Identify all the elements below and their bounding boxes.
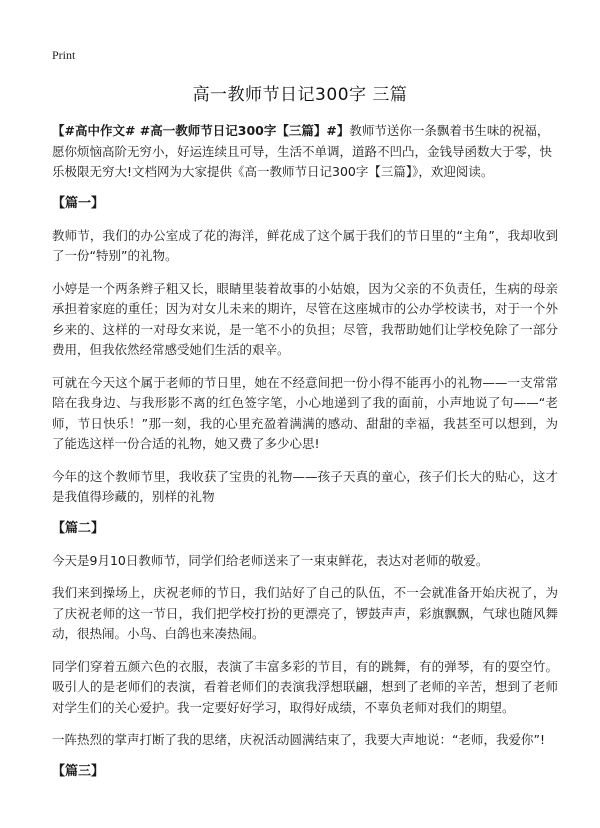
section-3 xyxy=(52,763,558,781)
paragraph: 我们来到操场上，庆祝老师的节日，我们站好了自己的队伍，不一会就准备开始庆祝了，为了庆祝老师的这一节日，我们把学校打扮的更漂亮了，锣鼓声声，彩旗飘飘，气球也随风舞动，很热闹。小鸟、白鸽也来凑热闹。 xyxy=(52,585,558,641)
document-title: 高一教师节日记300字 三篇 xyxy=(192,85,408,105)
intro-text: 教师节送你一条飘着书生味的祝福，愿你烦恼高阶无穷小，好运连续且可导，生活不单调，道路不凹凸，金钱导函数大于零，快乐极限无穷大!文档网为大家提供《高一教师节日记300字【三篇】》，欢迎阅读。 xyxy=(52,123,553,179)
intro-tag: 【#高中作文# #高一教师节日记300字【三篇】#】 xyxy=(52,123,350,138)
paragraph: 教师节，我们的办公室成了花的海洋，鲜花成了这个属于我们的节日里的“主角”，我却收到了一份“特别”的礼物。 xyxy=(52,227,558,263)
section-heading: 【篇三】 xyxy=(52,763,105,779)
paragraph: 小婷是一个两条辫子粗又长，眼睛里装着故事的小姑娘，因为父亲的不负责任，生病的母亲承担着家庭的重任；因为对女儿未来的期许，尽管在这座城市的公办学校读书，对于一个外乡来的、这样的一对母女来说，是一笔不小的负担；尽管，我帮助她们让学校免除了一部分费用，但我依然经常感受她们生活的艰辛。 xyxy=(52,280,558,357)
paragraph: 同学们穿着五颜六色的衣服，表演了丰富多彩的节目，有的跳舞，有的弹琴，有的耍空竹。吸引人的是老师们的表演，看着老师们的表演我浮想联翩，想到了老师的辛苦，想到了老师对学生们的关心爱护。我一定要好好学习，取得好成绩，不辜负老师对我们的期望。 xyxy=(52,658,558,715)
section-heading: 【篇二】 xyxy=(52,520,105,536)
paragraph: 可就在今天这个属于老师的节日里，她在不经意间把一份小得不能再小的礼物——一支常常陪在我身边、与我形影不离的红色签字笔，小心地递到了我的面前，小声地说了句——“老师，节日快乐！”那一刻，我的心里充盈着满满的感动、甜甜的幸福，我甚至可以想到，为了能选这样一份合适的礼物，她又费了多少心思! xyxy=(52,374,558,451)
paragraph: 今天是9月10日教师节，同学们给老师送来了一束束鲜花，表达对老师的敬爱。 xyxy=(52,552,489,568)
document-body xyxy=(52,121,558,794)
paragraph: 一阵热烈的掌声打断了我的思绪，庆祝活动圆满结束了，我要大声地说：“老师，我爱你”! xyxy=(52,732,545,747)
print-link[interactable]: Print xyxy=(52,48,76,62)
section-1 xyxy=(52,195,558,508)
section-heading: 【篇一】 xyxy=(52,195,105,211)
section-2 xyxy=(52,520,558,751)
intro-paragraph xyxy=(52,121,558,183)
paragraph: 今年的这个教师节里，我收获了宝贵的礼物——孩子天真的童心，孩子们长大的贴心，这才是我值得珍藏的，别样的礼物 xyxy=(52,468,558,504)
